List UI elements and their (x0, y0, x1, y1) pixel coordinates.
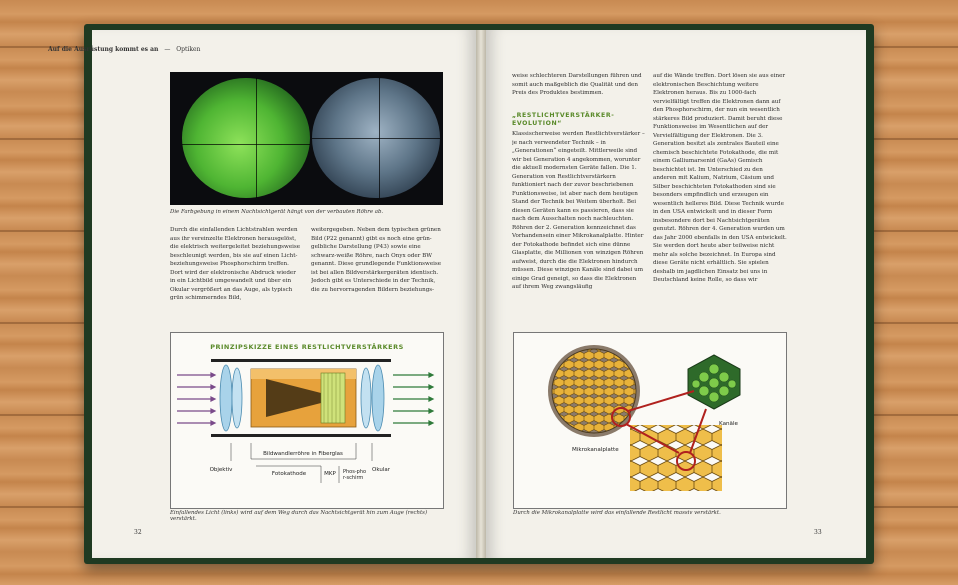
mcp-diagram (513, 332, 787, 509)
incoming-light-arrows (177, 373, 215, 425)
label-objektiv: Objektiv (209, 467, 233, 473)
right-text-column-2: auf die Wände treffen. Dort lösen sie aus einer elektronischen Beschichtung weitere Elektronen heraus. Bis zu 1000-fach vervielfältigt treffen die Elektronen dann auf den Phosphorschirm, der nun ein wesentlich stärkeres Bild produziert. Damit beruht diese Funktionsweise im Wesentlichen auf der Vervielfältigung der Elektronen. Die 3. Generation besitzt als zentrales Bauteil eine chemisch beschichtete Fotokathode, die mit einem Galliumarsenid (GaAs) Gemisch beschichtet ist. Im Unterschied zu den anderen mit Kalium, Natrium, Cäsium und Silber beschichteten Fotokathoden sind sie besonders empfindlich und erzeugen ein wesentlich helleres Bild. Diese Technik wurde in den USA entwickelt und in dieser Form insbesondere dort bei Nachtsichtgeräten genutzt. Röhren der 4. Generation wurden um das Jahr 2000 ebenfalls in den USA entwickelt. Sie werden dort heute aber teilweise nicht mehr als solche bezeichnet. In Europa sind diese Geräte nicht erhältlich. Sie spielen deshalb im jagdlichen Einsatz bei uns in Deutschland keine Rolle, so dass wir (653, 73, 787, 283)
left-text-column-1: Durch die einfallenden Lichtstrahlen werden aus ihr vereinzelte Elektronen herausgelöst, die elektrisch weitergeleitet beziehungsweise beschleunigt werden, bis sie auf einen Licht- beziehungsweise Phosphorschirm treffen. Dort wird der elektronische Abdruck wieder in ein Lichtbild umgewandelt und über ein Okular vergrößert an das Auge, als typisch grün schimmerndes Bild, (170, 227, 301, 301)
section-heading: „RESTLICHTVERSTÄRKER-EVOLUTION“ (512, 112, 615, 127)
label-roehre: Bildwandlerröhre in Fiberglas (263, 451, 343, 457)
eyepiece-lens (372, 365, 384, 431)
mcp-diagram-caption: Durch die Mikrokanalplatte wird das einfallende Restlicht massiv verstärkt. (513, 510, 721, 516)
restlicht-diagram-svg (171, 333, 443, 508)
label-fotokathode: Fotokathode (271, 471, 307, 477)
label-mkp: MKP (324, 471, 336, 477)
diagram-title: PRINZIPSKIZZE EINES RESTLICHTVERSTÄRKERS (210, 343, 404, 351)
objective-lens (220, 365, 232, 431)
label-phosphorschirm: Phos-phor-schirm (343, 469, 367, 481)
green-scope-view (182, 78, 310, 198)
honeycomb-enlarged (630, 425, 722, 491)
label-kanaele: Kanäle (719, 421, 738, 427)
running-head-title: Auf die Ausrüstung kommt es an (48, 46, 159, 53)
left-text-column-2: weitergegeben. Neben dem typischen grünen Bild (P22 genannt) gibt es noch eine grün-gelbliche Darstellung (P43) sowie eine schwarz-weiße Röhre, nach Onyx oder BW genannt. Diese grundlegende Funktionsweise ist bei allen Bildverstärkergeräten identisch. Jedoch gibt es Unterschiede in der Technik, die zu hervorragenden Bildern beziehungs- (311, 227, 442, 293)
restlicht-diagram (170, 332, 444, 509)
eyepiece-lens (361, 368, 371, 428)
running-head-separator: — (164, 46, 171, 53)
mcp-plate (321, 373, 345, 423)
night-vision-photo (170, 72, 443, 205)
page-number-left: 32 (134, 529, 142, 536)
objective-lens (232, 368, 242, 428)
bw-scope-view (312, 78, 440, 198)
diagram-caption: Einfallendes Licht (links) wird auf dem Weg durch das Nachtsichtgerät hin zum Auge (rechts) verstärkt. (170, 510, 428, 522)
photo-caption: Die Farbgebung in einem Nachtsichtgerät hängt von der verbauten Röhre ab. (170, 209, 384, 215)
book-gutter (476, 30, 486, 558)
running-head-section: Optiken (176, 46, 201, 53)
label-okular: Okular (372, 467, 390, 473)
right-text-column-1: Klassischerweise werden Restlichtverstärker – je nach verwendeter Technik – in „Generationen“ eingeteilt. Mittlerweile sind wir bei Generation 4 angekommen, worunter die aktuell modernsten Geräte fallen. Die 1. Generation von Restlichtverstärkern funktioniert nach der zuvor beschriebenen Funktionsweise, ist aber nach dem heutigen Stand der Technik bei Weitem überholt. Bei diesen Geräten kann es passieren, dass sie nach dem Ausschalten noch nachleuchten. Röhren der 2. Generation kennzeichnet das Vorhandensein einer Mikrokanalplatte. Hinter der Fotokathode befindet sich eine dünne Glasplatte, die Millionen von winzigen Röhren aufweist, durch die die Elektronen hindurch müssen. Diese winzigen Kanäle sind dabei um einige Grad geneigt, so dass die Elektronen auf ihrem Weg zwangsläufig (512, 131, 645, 290)
page-number-right: 33 (814, 529, 822, 536)
mcp-plate-face (552, 349, 636, 433)
label-mikrokanalplatte: Mikrokanalplatte (572, 447, 619, 453)
right-text-column-1-top: weise schlechteren Darstellungen führen und somit auch maßgeblich die Qualität und den Preis des Produktes bestimmen. (512, 73, 642, 96)
mcp-diagram-svg (514, 333, 786, 508)
outgoing-light-arrows (393, 373, 433, 425)
running-head (48, 46, 200, 53)
